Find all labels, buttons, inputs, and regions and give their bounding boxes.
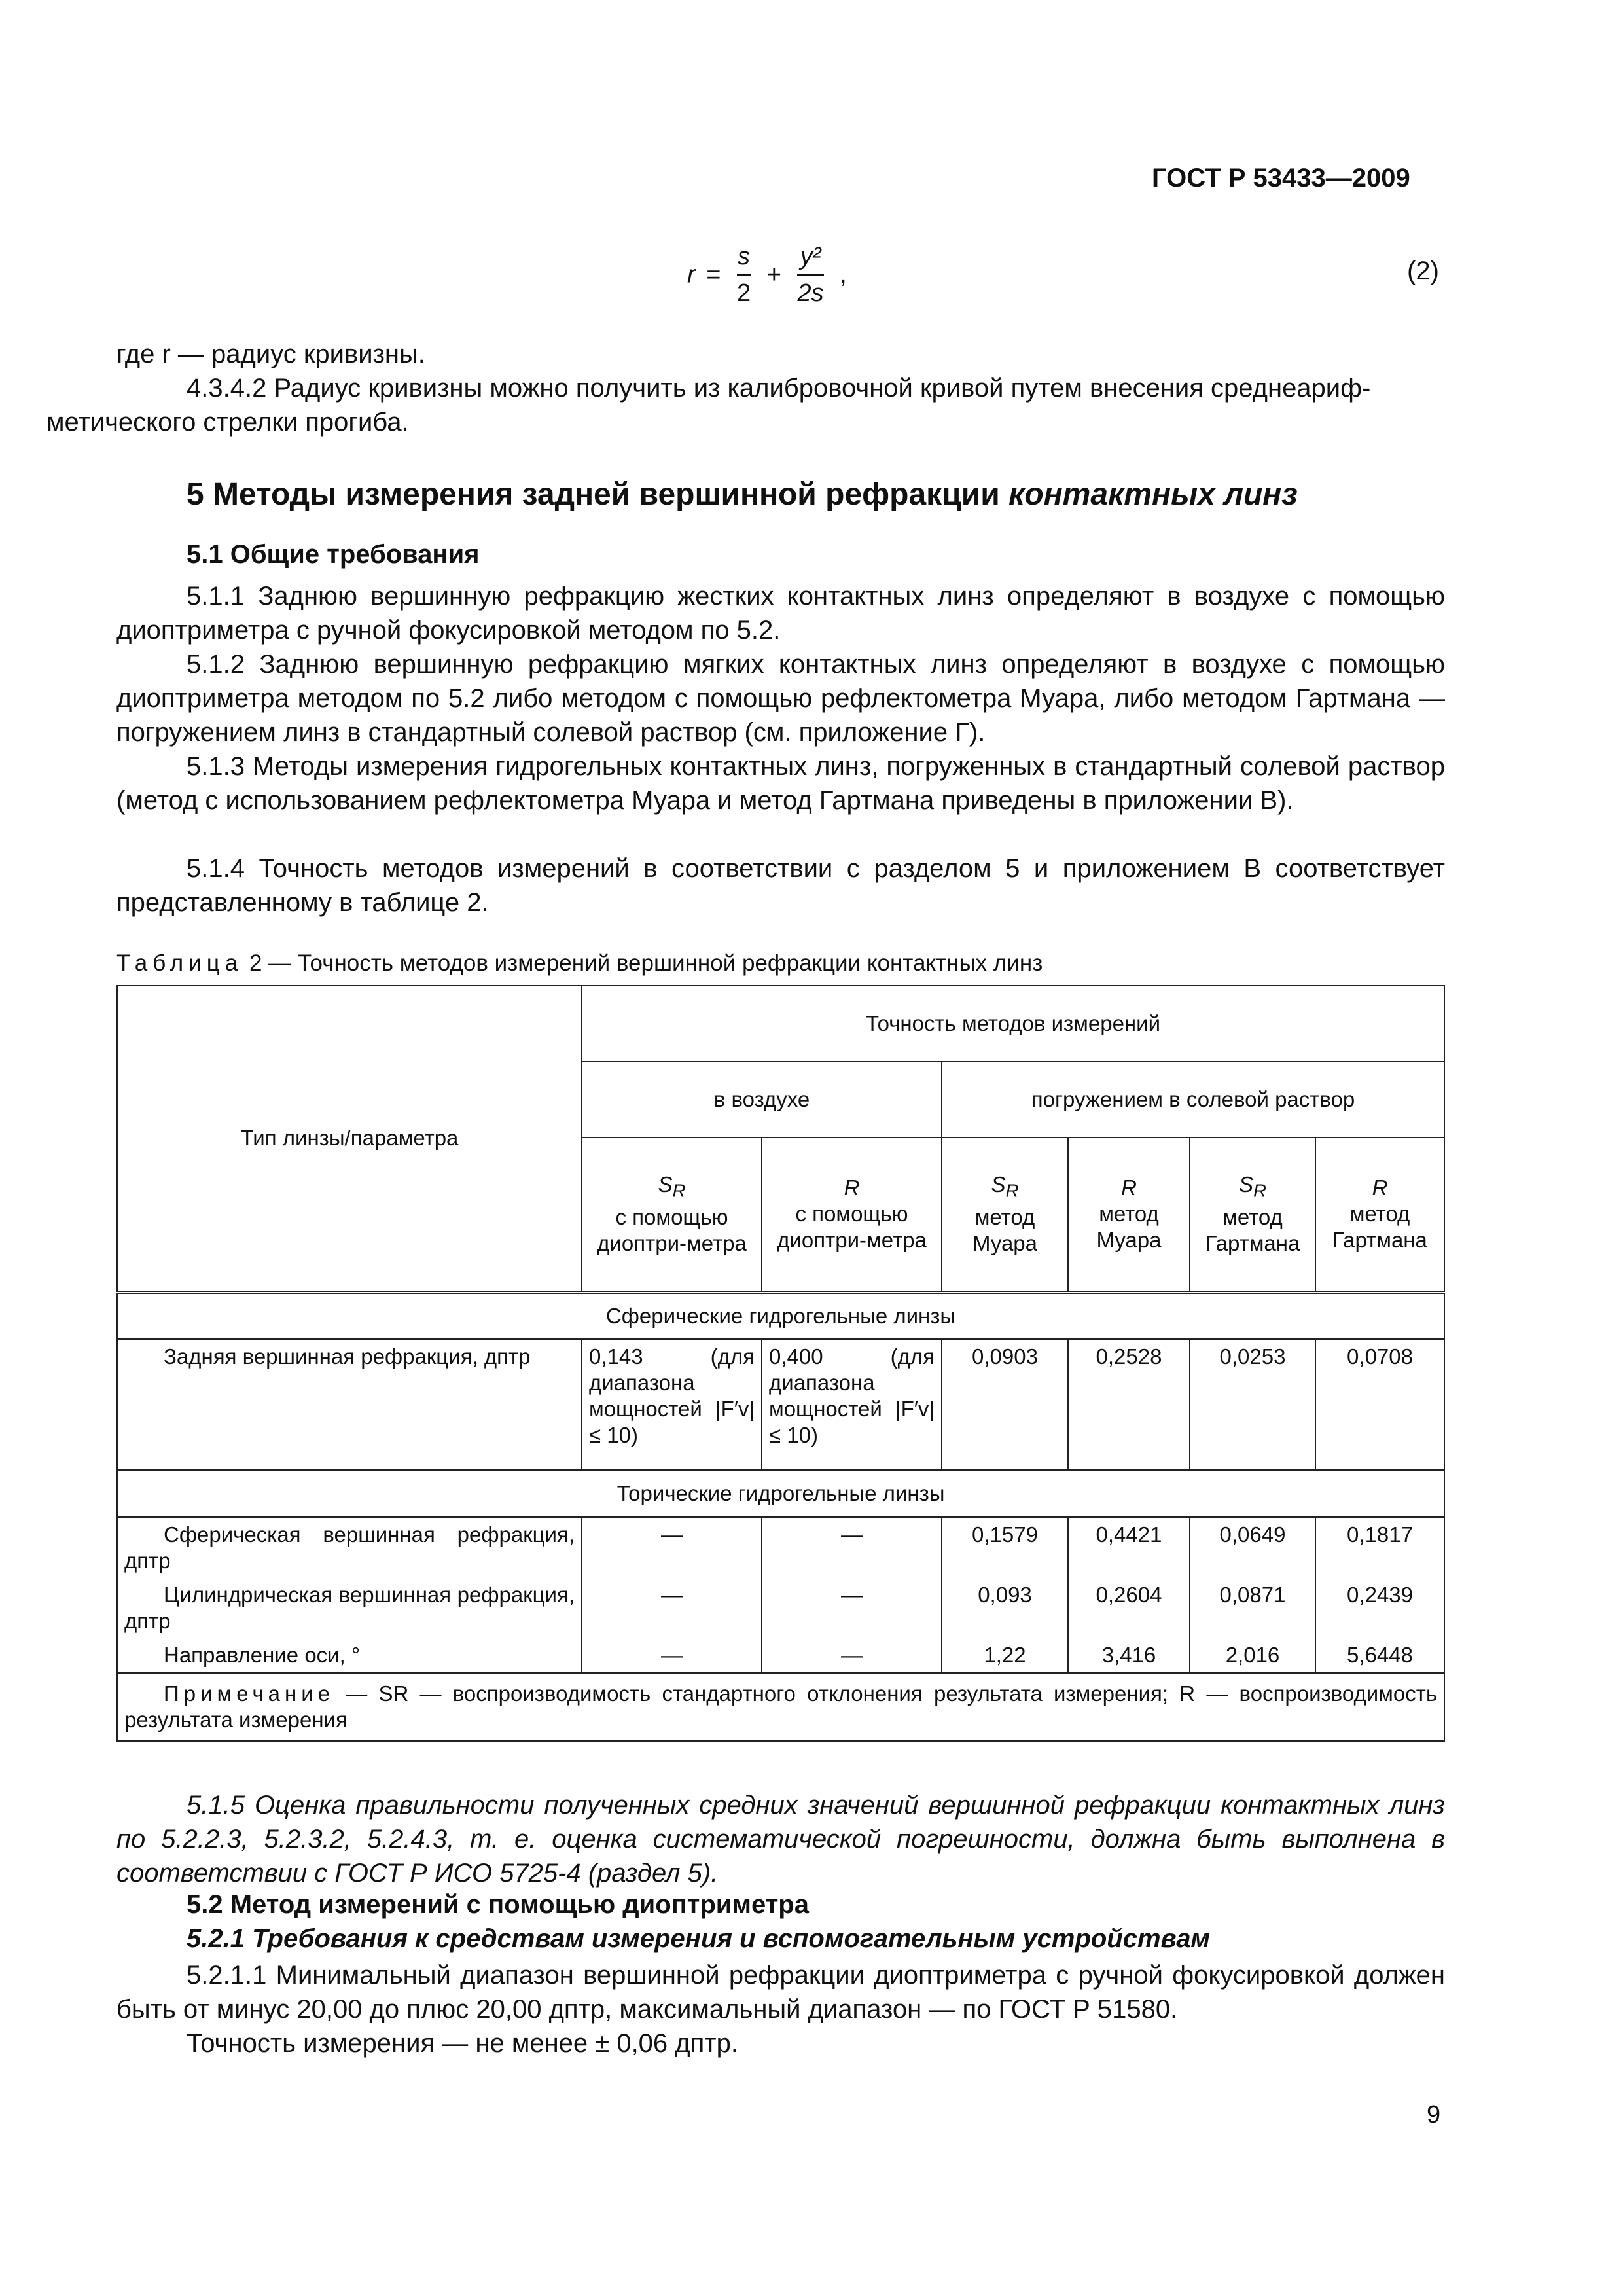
section-5-1-title: 5.1 Общие требования	[187, 540, 480, 569]
symbol: S	[658, 1172, 673, 1197]
subheader-r-moire	[1068, 1138, 1190, 1292]
section-5-title-plain: 5 Методы измерения задней вершинной рефракции	[187, 477, 1009, 512]
where-r-text: где r — радиус кривизны.	[116, 340, 425, 368]
toric-row1-c3: 0,1579	[942, 1517, 1068, 1578]
subheader-sr-hartmann	[1190, 1138, 1315, 1292]
table-row	[117, 1339, 1444, 1470]
header-accuracy: Точность методов измерений	[582, 986, 1444, 1062]
subheader-sr-dioptrimeter	[582, 1138, 762, 1292]
paragraph-514: 5.1.4 Точность методов измерений в соответствии с разделом 5 и приложением В соответствует представленному в таблице 2.	[116, 854, 1445, 917]
note-text: — SR — воспроизводимость стандартного отклонения результата измерения; R — воспроизводимость результата измерения	[124, 1681, 1438, 1732]
toric-row2-c3: 0,093	[942, 1578, 1068, 1638]
toric-row1-c4: 0,4421	[1068, 1517, 1190, 1578]
group-spherical: Сферические гидрогельные линзы	[117, 1292, 1444, 1339]
fraction-2-numerator: y²	[797, 239, 823, 276]
toric-row2-c5: 0,0871	[1190, 1578, 1315, 1638]
accuracy-text: Точность измерения — не менее ± 0,06 дптр.	[187, 2029, 738, 2058]
group-toric: Торические гидрогельные линзы	[117, 1470, 1444, 1517]
toric-row3-param: Направление оси, °	[117, 1638, 582, 1673]
page-number: 9	[1427, 2101, 1441, 2128]
row1-c2: 0,400 (для диапазона мощностей |F′v| ≤ 10)	[762, 1339, 942, 1470]
symbol: S	[991, 1172, 1006, 1197]
toric-row2-c6: 0,2439	[1315, 1578, 1444, 1638]
toric-row1-param: Сферическая вершинная рефракция, дптр	[117, 1517, 582, 1578]
equation-number: (2)	[1407, 257, 1439, 285]
table-2-caption-rest: 2 — Точность методов измерений вершинной рефракции контактных линз	[243, 950, 1043, 976]
toric-row2-c4: 0,2604	[1068, 1578, 1190, 1638]
fraction-1-numerator: s	[737, 239, 751, 276]
document-code: ГОСТ Р 53433—2009	[1152, 164, 1410, 192]
subheader-text: метод Муара	[1096, 1202, 1162, 1253]
symbol: R	[1372, 1175, 1388, 1200]
note-word: Примечание	[164, 1681, 335, 1706]
toric-row2-param: Цилиндрическая вершинная рефракция, дптр	[117, 1578, 582, 1638]
section-5-2-1-title: 5.2.1 Требования к средствам измерения и вспомогательным устройствам	[187, 1924, 1211, 1953]
toric-row3-c5: 2,016	[1190, 1638, 1315, 1673]
formula-plus: +	[766, 260, 781, 289]
row1-c5: 0,0253	[1190, 1339, 1315, 1470]
toric-row1-c1: —	[582, 1517, 762, 1578]
toric-row1-c2: —	[762, 1517, 942, 1578]
symbol-subscript: R	[672, 1181, 686, 1202]
subheader-text: метод Гартмана	[1205, 1205, 1300, 1256]
row1-c3: 0,0903	[942, 1339, 1068, 1470]
formula-eq: =	[706, 260, 721, 289]
table-2	[116, 985, 1445, 1742]
table-2-caption	[116, 950, 1043, 977]
toric-row2-c1: —	[582, 1578, 762, 1638]
paragraph-511: 5.1.1 Заднюю вершинную рефракцию жестких контактных линз определяют в воздухе с помощью диоптриметра с ручной фокусировкой методом по 5.2.	[116, 582, 1445, 645]
table-row	[117, 1578, 1444, 1638]
toric-row3-c2: —	[762, 1638, 942, 1673]
subheader-text: с помощью диоптри-метра	[597, 1205, 747, 1256]
row1-c1: 0,143 (для диапазона мощностей |F′v| ≤ 10)	[582, 1339, 762, 1470]
paragraph-5211: 5.2.1.1 Минимальный диапазон вершинной рефракции диоптриметра с ручной фокусировкой должен быть от минус 20,00 до плюс 20,00 дптр, максимальный диапазон — по ГОСТ Р 51580.	[116, 1961, 1445, 2024]
row1-param: Задняя вершинная рефракция, дптр	[117, 1339, 582, 1470]
toric-row3-c4: 3,416	[1068, 1638, 1190, 1673]
table-note	[117, 1673, 1444, 1741]
symbol-subscript: R	[1005, 1181, 1019, 1202]
section-5-title	[187, 476, 1298, 512]
fraction-2-denominator: 2s	[797, 279, 824, 307]
symbol: S	[1239, 1172, 1254, 1197]
header-param-type: Тип линзы/параметра	[117, 986, 582, 1292]
paragraph-513: 5.1.3 Методы измерения гидрогельных контактных линз, погруженных в стандартный солевой раствор (метод с использованием рефлектометра Муара и метод Гартмана приведены в приложении В).	[116, 752, 1445, 815]
paragraph-4342	[46, 371, 1445, 439]
toric-row1-c5: 0,0649	[1190, 1517, 1315, 1578]
table-row	[117, 1517, 1444, 1578]
formula-lhs: r	[687, 260, 696, 289]
paragraph-4342-line1: 4.3.4.2 Радиус кривизны можно получить из калибровочной кривой путем внесения среднеариф-	[187, 374, 1371, 403]
subheader-text: метод Гартмана	[1332, 1202, 1427, 1253]
toric-row3-c6: 5,6448	[1315, 1638, 1444, 1673]
row1-c4: 0,2528	[1068, 1339, 1190, 1470]
formula-fraction-1	[737, 239, 751, 311]
subheader-r-dioptrimeter	[762, 1138, 942, 1292]
subheader-r-hartmann	[1315, 1138, 1444, 1292]
paragraph-515: 5.1.5 Оценка правильности полученных средних значений вершинной рефракции контактных линз по 5.2.2.3, 5.2.3.2, 5.2.4.3, т. е. оценка систематической погрешности, должна быть выполнена в соответствии с ГОСТ Р ИСО 5725-4 (раздел 5).	[116, 1791, 1445, 1888]
header-in-saline: погружением в солевой раствор	[942, 1062, 1444, 1138]
subheader-text: с помощью диоптри-метра	[777, 1202, 927, 1253]
formula-fraction-2	[797, 239, 823, 311]
paragraph-4342-line2: метического стрелки прогиба.	[46, 408, 409, 437]
section-5-2-title: 5.2 Метод измерений с помощью диоптриметра	[187, 1890, 809, 1919]
header-in-air: в воздухе	[582, 1062, 942, 1138]
toric-row1-c6: 0,1817	[1315, 1517, 1444, 1578]
symbol-subscript: R	[1253, 1181, 1266, 1202]
toric-row3-c3: 1,22	[942, 1638, 1068, 1673]
formula-comma: ,	[840, 260, 847, 289]
subheader-sr-moire	[942, 1138, 1068, 1292]
toric-row2-c2: —	[762, 1578, 942, 1638]
table-row	[117, 1638, 1444, 1673]
subheader-text: метод Муара	[972, 1205, 1038, 1256]
section-5-title-italic: контактных линз	[1008, 477, 1298, 512]
symbol: R	[844, 1175, 860, 1200]
fraction-1-denominator: 2	[736, 279, 751, 307]
symbol: R	[1121, 1175, 1137, 1200]
paragraph-512: 5.1.2 Заднюю вершинную рефракцию мягких контактных линз определяют в воздухе с помощью диоптриметра методом по 5.2 либо методом с помощью рефлектометра Муара, либо методом Гартмана — погружением линз в стандартный солевой раствор (см. приложение Г).	[116, 650, 1445, 747]
table-2-caption-word: Таблица	[116, 950, 243, 976]
formula-2	[687, 239, 851, 311]
row1-c6: 0,0708	[1315, 1339, 1444, 1470]
toric-row3-c1: —	[582, 1638, 762, 1673]
